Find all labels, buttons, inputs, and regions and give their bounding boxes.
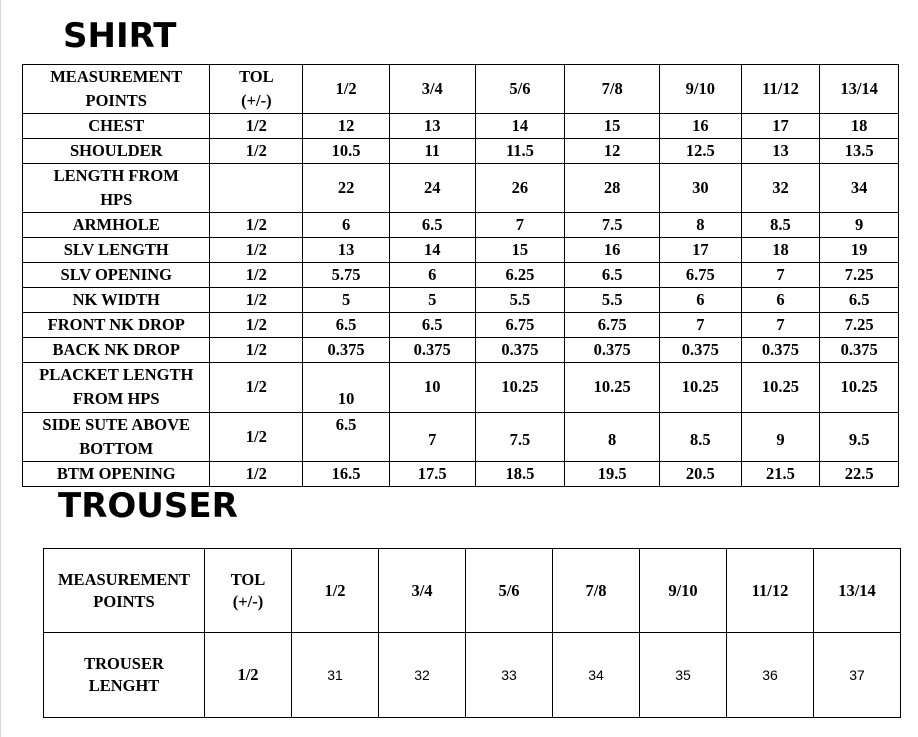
- value-cell: 10.5: [303, 139, 390, 164]
- value-cell: 0.375: [820, 338, 899, 363]
- tolerance-cell: 1/2: [210, 213, 303, 238]
- value-cell: 10.25: [820, 363, 899, 413]
- size-header: 13/14: [820, 65, 899, 114]
- table-row: [44, 633, 901, 718]
- value-cell: 7.5: [475, 412, 565, 461]
- tolerance-cell: 1/2: [210, 238, 303, 263]
- value-cell: 22.5: [820, 461, 899, 486]
- value-cell: 11: [389, 139, 475, 164]
- value-cell: 7: [741, 263, 820, 288]
- value-cell: 10: [389, 363, 475, 413]
- size-header: 5/6: [466, 549, 553, 633]
- table-row: [23, 263, 899, 288]
- size-header: 3/4: [379, 549, 466, 633]
- value-cell: 16: [660, 114, 742, 139]
- value-cell: 7.25: [820, 313, 899, 338]
- value-cell: 6.5: [565, 263, 660, 288]
- value-cell: 33: [466, 633, 553, 718]
- value-cell: 5.5: [565, 288, 660, 313]
- table-row: [23, 213, 899, 238]
- measurement-label: ARMHOLE: [23, 213, 210, 238]
- value-cell: 24: [389, 164, 475, 213]
- value-cell: 16.5: [303, 461, 390, 486]
- value-cell: 11.5: [475, 139, 565, 164]
- value-cell: 7.5: [565, 213, 660, 238]
- value-cell: 6.25: [475, 263, 565, 288]
- value-cell: 6.75: [660, 263, 742, 288]
- tolerance-cell: [210, 164, 303, 213]
- table-row: [23, 114, 899, 139]
- shirt-header-row: [23, 65, 899, 114]
- table-row: [23, 288, 899, 313]
- measurement-label: SIDE SUTE ABOVE BOTTOM: [23, 412, 210, 461]
- measurement-label: BTM OPENING: [23, 461, 210, 486]
- value-cell: 17.5: [389, 461, 475, 486]
- measurement-label: SHOULDER: [23, 139, 210, 164]
- table-row: [23, 164, 899, 213]
- value-cell: 6: [303, 213, 390, 238]
- value-cell: 17: [660, 238, 742, 263]
- measurement-label: SLV OPENING: [23, 263, 210, 288]
- measurement-points-header: MEASUREMENT POINTS: [44, 549, 205, 633]
- value-cell: 8.5: [660, 412, 742, 461]
- size-header: 1/2: [292, 549, 379, 633]
- value-cell: 17: [741, 114, 820, 139]
- tolerance-header: TOL (+/-): [210, 65, 303, 114]
- tolerance-cell: 1/2: [210, 412, 303, 461]
- value-cell: 0.375: [741, 338, 820, 363]
- shirt-measurement-table: [22, 64, 899, 487]
- value-cell: 26: [475, 164, 565, 213]
- value-cell: 14: [475, 114, 565, 139]
- value-cell: 8: [660, 213, 742, 238]
- value-cell: 18: [741, 238, 820, 263]
- measurement-points-header: MEASUREMENT POINTS: [23, 65, 210, 114]
- value-cell: 14: [389, 238, 475, 263]
- value-cell: 6.5: [303, 313, 390, 338]
- value-cell: 9.5: [820, 412, 899, 461]
- value-cell: 31: [292, 633, 379, 718]
- tolerance-cell: 1/2: [210, 313, 303, 338]
- value-cell: 6: [660, 288, 742, 313]
- measurement-label: LENGTH FROM HPS: [23, 164, 210, 213]
- measurement-label: BACK NK DROP: [23, 338, 210, 363]
- table-row: [23, 139, 899, 164]
- value-cell: 7: [660, 313, 742, 338]
- value-cell: 20.5: [660, 461, 742, 486]
- value-cell: 34: [820, 164, 899, 213]
- size-header: 1/2: [303, 65, 390, 114]
- value-cell: 6.5: [389, 313, 475, 338]
- size-header: 3/4: [389, 65, 475, 114]
- value-cell: 6.5: [389, 213, 475, 238]
- value-cell: 35: [640, 633, 727, 718]
- value-cell: 6.5: [820, 288, 899, 313]
- value-cell: 9: [820, 213, 899, 238]
- table-row: [23, 363, 899, 413]
- value-cell: 7.25: [820, 263, 899, 288]
- value-cell: 8.5: [741, 213, 820, 238]
- value-cell: 6: [389, 263, 475, 288]
- value-cell: 22: [303, 164, 390, 213]
- value-cell: 7: [741, 313, 820, 338]
- value-cell: 12: [565, 139, 660, 164]
- value-cell: 36: [727, 633, 814, 718]
- table-row: [23, 461, 899, 486]
- size-header: 11/12: [727, 549, 814, 633]
- value-cell: 0.375: [389, 338, 475, 363]
- value-cell: 21.5: [741, 461, 820, 486]
- value-cell: 12.5: [660, 139, 742, 164]
- value-cell: 19.5: [565, 461, 660, 486]
- measurement-label: FRONT NK DROP: [23, 313, 210, 338]
- tolerance-cell: 1/2: [210, 338, 303, 363]
- value-cell: 13.5: [820, 139, 899, 164]
- measurement-label: PLACKET LENGTH FROM HPS: [23, 363, 210, 413]
- tolerance-cell: 1/2: [210, 139, 303, 164]
- value-cell: 18: [820, 114, 899, 139]
- size-header: 7/8: [553, 549, 640, 633]
- tolerance-cell: 1/2: [210, 461, 303, 486]
- measurement-label: SLV LENGTH: [23, 238, 210, 263]
- value-cell: 6.75: [565, 313, 660, 338]
- tolerance-cell: 1/2: [205, 633, 292, 718]
- value-cell: 5: [303, 288, 390, 313]
- size-header: 9/10: [660, 65, 742, 114]
- value-cell: 28: [565, 164, 660, 213]
- value-cell: 10.25: [741, 363, 820, 413]
- value-cell: 15: [565, 114, 660, 139]
- tolerance-header: TOL (+/-): [205, 549, 292, 633]
- value-cell: 5.75: [303, 263, 390, 288]
- value-cell: 32: [379, 633, 466, 718]
- value-cell: 10.25: [660, 363, 742, 413]
- table-row: [23, 412, 899, 461]
- trouser-section-title: TROUSER: [58, 486, 238, 526]
- value-cell: 0.375: [660, 338, 742, 363]
- tolerance-cell: 1/2: [210, 288, 303, 313]
- value-cell: 37: [814, 633, 901, 718]
- size-header: 11/12: [741, 65, 820, 114]
- size-header: 9/10: [640, 549, 727, 633]
- value-cell: 15: [475, 238, 565, 263]
- value-cell: 32: [741, 164, 820, 213]
- value-cell: 18.5: [475, 461, 565, 486]
- measurement-label: CHEST: [23, 114, 210, 139]
- table-row: [23, 313, 899, 338]
- value-cell: 12: [303, 114, 390, 139]
- value-cell: 0.375: [565, 338, 660, 363]
- table-row: [23, 338, 899, 363]
- value-cell: 6.5: [303, 412, 390, 461]
- page-edge: [0, 0, 1, 737]
- value-cell: 10: [303, 363, 390, 413]
- value-cell: 8: [565, 412, 660, 461]
- value-cell: 5.5: [475, 288, 565, 313]
- tolerance-cell: 1/2: [210, 263, 303, 288]
- value-cell: 10.25: [475, 363, 565, 413]
- value-cell: 34: [553, 633, 640, 718]
- size-header: 5/6: [475, 65, 565, 114]
- table-row: [23, 238, 899, 263]
- value-cell: 0.375: [303, 338, 390, 363]
- size-header: 7/8: [565, 65, 660, 114]
- value-cell: 5: [389, 288, 475, 313]
- value-cell: 7: [475, 213, 565, 238]
- value-cell: 10.25: [565, 363, 660, 413]
- value-cell: 6: [741, 288, 820, 313]
- value-cell: 19: [820, 238, 899, 263]
- shirt-section-title: SHIRT: [63, 16, 177, 56]
- size-header: 13/14: [814, 549, 901, 633]
- value-cell: 16: [565, 238, 660, 263]
- value-cell: 13: [741, 139, 820, 164]
- value-cell: 13: [389, 114, 475, 139]
- tolerance-cell: 1/2: [210, 114, 303, 139]
- value-cell: 30: [660, 164, 742, 213]
- value-cell: 9: [741, 412, 820, 461]
- tolerance-cell: 1/2: [210, 363, 303, 413]
- measurement-label: NK WIDTH: [23, 288, 210, 313]
- trouser-measurement-table: [43, 548, 901, 718]
- value-cell: 7: [389, 412, 475, 461]
- value-cell: 13: [303, 238, 390, 263]
- value-cell: 6.75: [475, 313, 565, 338]
- trouser-header-row: [44, 549, 901, 633]
- measurement-label: TROUSER LENGHT: [44, 633, 205, 718]
- value-cell: 0.375: [475, 338, 565, 363]
